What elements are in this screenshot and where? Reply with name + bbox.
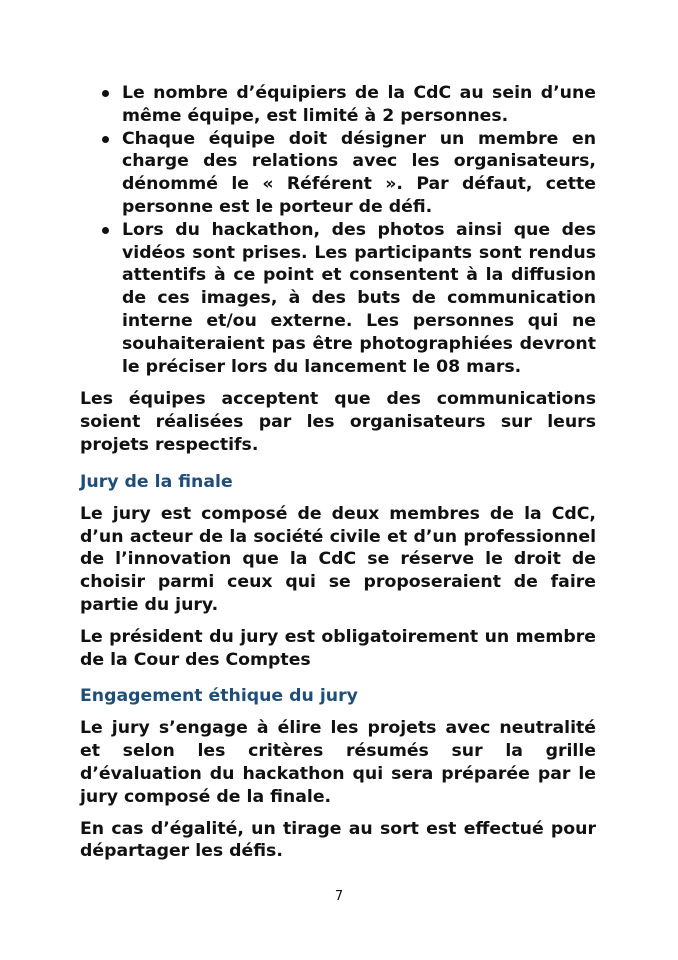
bullet-dot-icon — [102, 227, 109, 234]
document-page — [80, 82, 596, 872]
bullet-text: Chaque équipe doit désigner un membre en charge des relations avec les organisateurs, dénommé le « Référent ». Par défaut, cette personne est le porteur de défi. — [122, 128, 596, 217]
ethics-paragraph: Le jury s’engage à élire les projets avec neutralité et selon les critères résumés sur la grille d’évaluation du hackathon qui sera préparée par le jury composé de la finale. — [80, 718, 596, 807]
bullet-item — [80, 82, 596, 128]
jury-section-heading: Jury de la finale — [80, 471, 233, 492]
rules-bullet-list — [80, 82, 596, 378]
bullet-item — [80, 219, 596, 379]
page-number: 7 — [334, 889, 344, 904]
bullet-text: Le nombre d’équipiers de la CdC au sein d’une même équipe, est limité à 2 personnes. — [122, 83, 596, 126]
communications-paragraph: Les équipes acceptent que des communications soient réalisées par les organisateurs sur leurs projets respectifs. — [80, 389, 596, 455]
tie-break-paragraph: En cas d’égalité, un tirage au sort est effectué pour départager les défis. — [80, 818, 596, 862]
bullet-dot-icon — [102, 90, 109, 97]
bullet-text: Lors du hackathon, des photos ainsi que des vidéos sont prises. Les participants sont rendus attentifs à ce point et consentent à la diffusion de ces images, à des buts de communication interne et/ou externe. Les personnes qui ne souhaiteraient pas être photographiées devront le préciser lors du lancement le 08 mars. — [122, 219, 596, 377]
jury-composition-paragraph: Le jury est composé de deux membres de la CdC, d’un acteur de la société civile et d’un professionnel de l’innovation que la CdC se réserve le droit de choisir parmi ceux qui se proposeraient de faire partie du jury. — [80, 503, 596, 615]
bullet-dot-icon — [102, 136, 109, 143]
jury-president-paragraph: Le président du jury est obligatoirement un membre de la Cour des Comptes — [80, 626, 596, 670]
bullet-item — [80, 128, 596, 219]
ethics-section-heading: Engagement éthique du jury — [80, 686, 358, 707]
